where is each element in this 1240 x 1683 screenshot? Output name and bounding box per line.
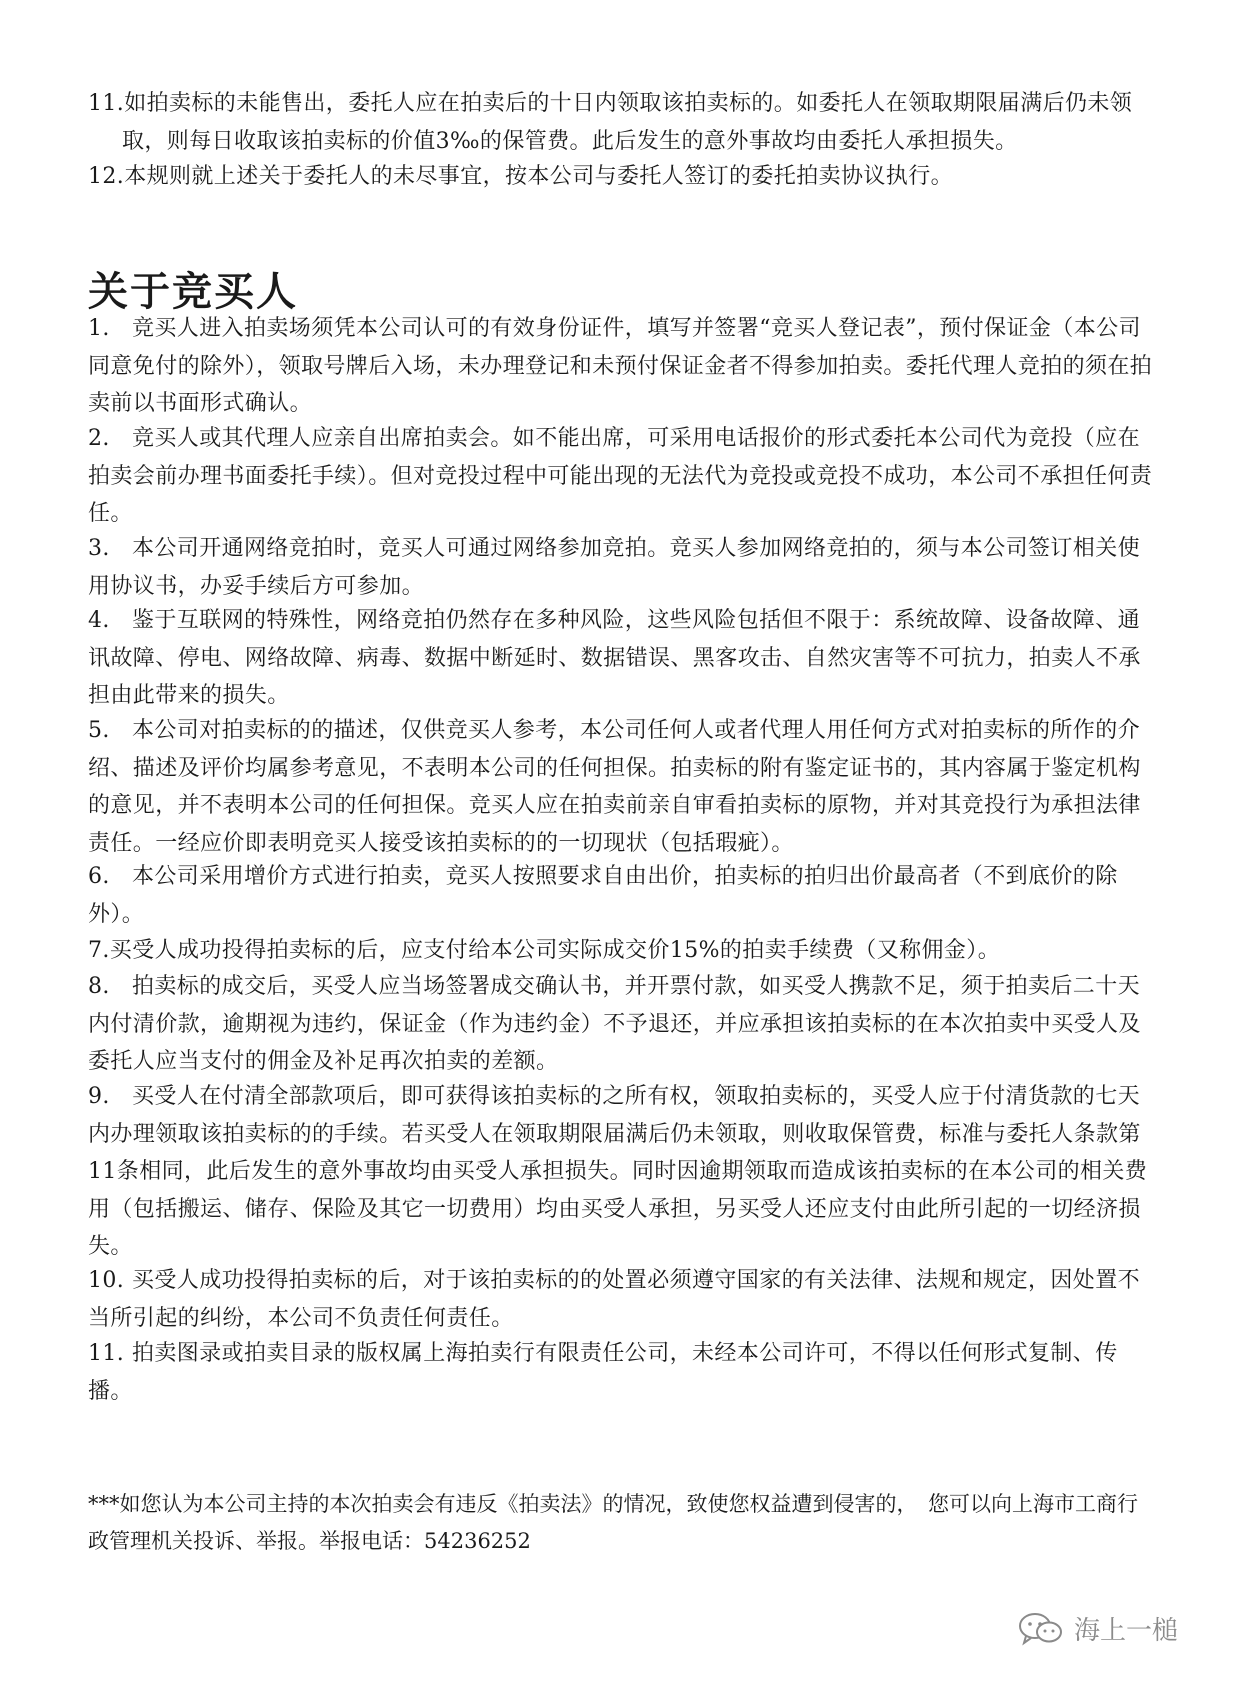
clause-text: 如拍卖标的未能售出，委托人应在拍卖后的十日内领取该拍卖标的。如委托人在领取期限届满后仍未领取，则每日收取该拍卖标的价值3‰的保管费。此后发生的意外事故均由委托人承担损失。 — [122, 91, 1133, 154]
clause-text: 买受人成功投得拍卖标的后，对于该拍卖标的的处置必须遵守国家的有关法律、法规和规定，因处置不当所引起的纠纷，本公司不负责任何责任。 — [88, 1268, 1141, 1331]
clause-text: 本规则就上述关于委托人的未尽事宜，按本公司与委托人签订的委托拍卖协议执行。 — [124, 164, 953, 189]
clause-text: 本公司采用增价方式进行拍卖，竞买人按照要求自由出价，拍卖标的拍归出价最高者（不到底价的除外）。 — [88, 864, 1118, 927]
complaint-notice: ***如您认为本公司主持的本次拍卖会有违反《拍卖法》的情况，致使您权益遭到侵害的， 您可以向上海市工商行政管理机关投诉、举报。举报电话：54236252 — [88, 1492, 1138, 1553]
clause-text: 竞买人或其代理人应亲自出席拍卖会。如不能出席，可采用电话报价的形式委托本公司代为竞投（应在拍卖会前办理书面委托手续）。但对竞投过程中可能出现的无法代为竞投或竞投不成功，本公司不承担任何责任。 — [88, 426, 1153, 526]
clause-number: 6. — [88, 864, 110, 889]
clause-number: 9. — [88, 1084, 110, 1109]
clause-number: 11. — [88, 1341, 125, 1366]
bidder-clause-5 — [88, 712, 1158, 862]
bidder-clause-4 — [88, 602, 1158, 715]
clause-number: 5. — [88, 718, 110, 743]
consignor-clause-11 — [88, 85, 1158, 160]
clause-number: 7. — [88, 938, 110, 963]
clause-text: 买受人成功投得拍卖标的后，应支付给本公司实际成交价15%的拍卖手续费（又称佣金）。 — [109, 938, 1001, 963]
bidder-clause-2 — [88, 420, 1158, 533]
clause-text: 本公司对拍卖标的的描述，仅供竞买人参考，本公司任何人或者代理人用任何方式对拍卖标的所作的介绍、描述及评价均属参考意见，不表明本公司的任何担保。拍卖标的附有鉴定证书的，其内容属于鉴定机构的意见，并不表明本公司的任何担保。竞买人应在拍卖前亲自审看拍卖标的原物，并对其竞投行为承担法律责任。一经应价即表明竞买人接受该拍卖标的的一切现状（包括瑕疵）。 — [88, 718, 1141, 856]
bidder-clause-8 — [88, 968, 1158, 1081]
section-title: 关于竞买人 — [88, 268, 298, 315]
clause-text: 拍卖图录或拍卖目录的版权属上海拍卖行有限责任公司，未经本公司许可，不得以任何形式复制、传播。 — [88, 1341, 1118, 1404]
clause-text: 鉴于互联网的特殊性，网络竞拍仍然存在多种风险，这些风险包括但不限于：系统故障、设备故障、通讯故障、停电、网络故障、病毒、数据中断延时、数据错误、黑客攻击、自然灾害等不可抗力，拍卖人不承担由此带来的损失。 — [88, 608, 1141, 708]
clause-text: 本公司开通网络竞拍时，竞买人可通过网络参加竞拍。竞买人参加网络竞拍的，须与本公司签订相关使用协议书，办妥手续后方可参加。 — [88, 536, 1141, 599]
clause-text: 竞买人进入拍卖场须凭本公司认可的有效身份证件，填写并签署“竞买人登记表”，预付保证金（本公司同意免付的除外），领取号牌后入场，未办理登记和未预付保证金者不得参加拍卖。委托代理人竞拍的须在拍卖前以书面形式确认。 — [88, 316, 1153, 416]
clause-number: 11. — [88, 91, 125, 116]
bidder-clause-11 — [88, 1335, 1158, 1410]
bidder-clause-7 — [88, 932, 1158, 970]
clause-number: 2. — [88, 426, 110, 451]
clause-number: 8. — [88, 974, 110, 999]
clause-text: 拍卖标的成交后，买受人应当场签署成交确认书，并开票付款，如买受人携款不足，须于拍卖后二十天内付清价款，逾期视为违约，保证金（作为违约金）不予退还，并应承担该拍卖标的在本次拍卖中买受人及委托人应当支付的佣金及补足再次拍卖的差额。 — [88, 974, 1141, 1074]
bidder-clause-9 — [88, 1078, 1158, 1266]
clause-number: 10. — [88, 1268, 125, 1293]
clause-number: 12. — [88, 164, 125, 189]
watermark — [1018, 1610, 1178, 1647]
consignor-clause-12 — [88, 158, 1158, 196]
wechat-icon — [1018, 1612, 1064, 1646]
clause-text: 买受人在付清全部款项后，即可获得该拍卖标的之所有权，领取拍卖标的，买受人应于付清货款的七天内办理领取该拍卖标的的手续。若买受人在领取期限届满后仍未领取，则收取保管费，标准与委托人条款第11条相同，此后发生的意外事故均由买受人承担损失。同时因逾期领取而造成该拍卖标的在本公司的相关费用（包括搬运、储存、保险及其它一切费用）均由买受人承担，另买受人还应支付由此所引起的一切经济损失。 — [88, 1084, 1148, 1259]
watermark-text: 海上一槌 — [1074, 1616, 1179, 1646]
bidder-clause-1 — [88, 310, 1158, 423]
clause-number: 3. — [88, 536, 110, 561]
bidder-clause-10 — [88, 1262, 1158, 1337]
clause-number: 4. — [88, 608, 110, 633]
clause-number: 1. — [88, 316, 110, 341]
bidder-clause-3 — [88, 530, 1158, 605]
bidder-clause-6 — [88, 858, 1158, 933]
